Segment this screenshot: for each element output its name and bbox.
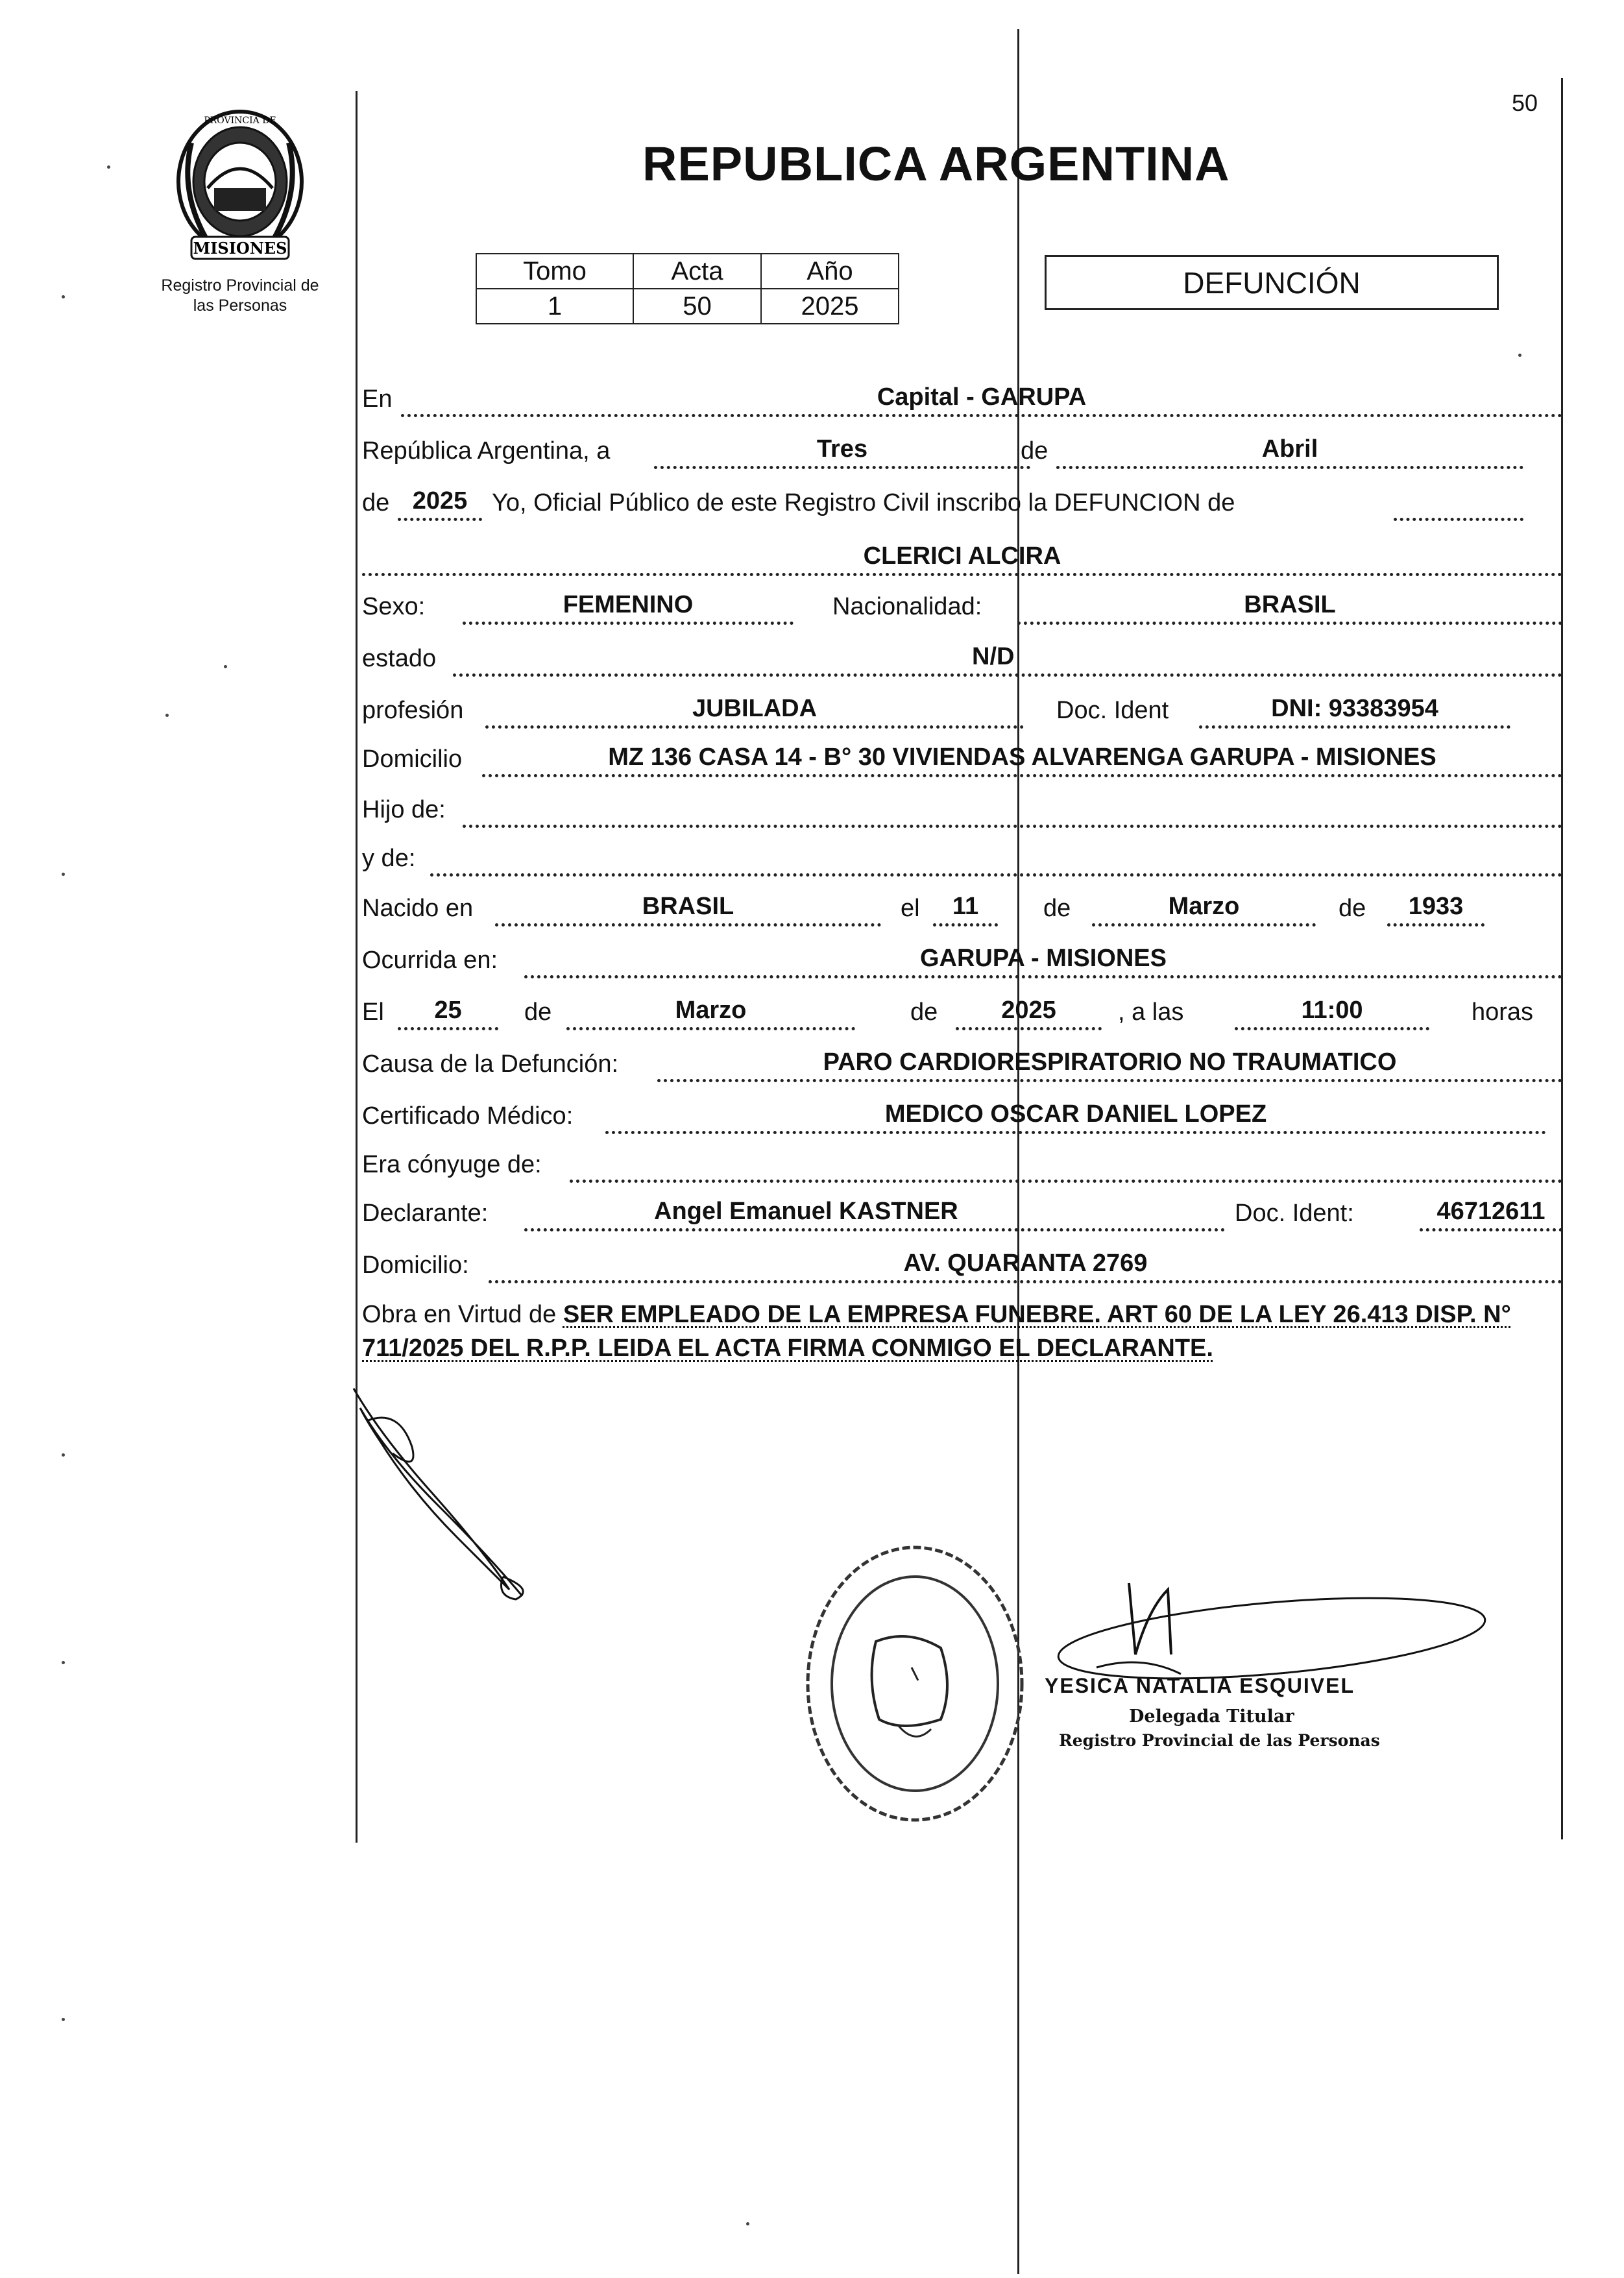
reference-table bbox=[476, 253, 899, 324]
cause-label: Causa de la Defunción: bbox=[362, 1050, 619, 1078]
reference-value-cell: 50 bbox=[633, 289, 761, 324]
scan-speck bbox=[746, 2222, 749, 2225]
declarant-doc-label: Doc. Ident: bbox=[1235, 1200, 1354, 1227]
row-deceased bbox=[362, 539, 1562, 577]
scan-speck bbox=[62, 295, 65, 298]
record-type-box bbox=[1045, 255, 1499, 310]
declarant-address-label: Domicilio: bbox=[362, 1252, 469, 1279]
profession-field: JUBILADA bbox=[485, 695, 1024, 729]
address-label: Domicilio bbox=[362, 745, 463, 773]
reference-header-cell: Año bbox=[761, 254, 899, 289]
reference-value-cell: 2025 bbox=[761, 289, 899, 324]
status-field: N/D bbox=[453, 643, 1562, 677]
registry-label-line1: Registro Provincial de bbox=[161, 276, 319, 295]
cause-field: PARO CARDIORESPIRATORIO NO TRAUMATICO bbox=[657, 1048, 1562, 1082]
year-field: 2025 bbox=[398, 487, 482, 521]
de-label: de bbox=[1021, 437, 1048, 465]
scan-speck bbox=[62, 1661, 65, 1664]
death-day-field: 25 bbox=[398, 997, 498, 1030]
row-death-date bbox=[362, 993, 1562, 1032]
reference-header-cell: Acta bbox=[633, 254, 761, 289]
nationality-label: Nacionalidad: bbox=[832, 593, 982, 620]
place-field: Capital - GARUPA bbox=[401, 383, 1562, 417]
statement-text: Yo, Oficial Público de este Registro Civil inscribo la DEFUNCION de bbox=[492, 489, 1235, 516]
signer-role: Delegada Titular bbox=[1129, 1706, 1294, 1727]
birth-day-field: 11 bbox=[933, 893, 998, 927]
certificate-label: Certificado Médico: bbox=[362, 1102, 574, 1130]
born-label: Nacido en bbox=[362, 895, 474, 922]
row-status bbox=[362, 639, 1562, 678]
reference-value-row bbox=[476, 289, 899, 324]
day-field: Tres bbox=[654, 435, 1030, 469]
reference-header-cell: Tomo bbox=[476, 254, 633, 289]
row-profession bbox=[362, 691, 1562, 730]
child-of-label: Hijo de: bbox=[362, 796, 446, 823]
spouse-label: Era cónyuge de: bbox=[362, 1151, 542, 1178]
birth-month-field: Marzo bbox=[1092, 893, 1316, 927]
born-field: BRASIL bbox=[495, 893, 881, 927]
page-number: 50 bbox=[1512, 90, 1538, 116]
occurred-label: Ocurrida en: bbox=[362, 947, 498, 974]
svg-text:PROVINCIA DE: PROVINCIA DE bbox=[204, 115, 276, 126]
deceased-name-field: CLERICI ALCIRA bbox=[362, 542, 1562, 576]
official-stamp-icon bbox=[792, 1531, 1038, 1836]
profession-label: profesión bbox=[362, 697, 464, 724]
row-child-of bbox=[362, 790, 1562, 829]
death-time-field: 11:00 bbox=[1235, 997, 1429, 1030]
provincial-emblem-icon bbox=[165, 104, 315, 269]
declarant-signature-icon bbox=[341, 1382, 535, 1603]
doc-field: DNI: 93383954 bbox=[1199, 695, 1510, 729]
el-label: el bbox=[901, 895, 920, 922]
basis-label: Obra en Virtud de bbox=[362, 1301, 557, 1328]
and-of-label: y de: bbox=[362, 845, 416, 872]
signer-organization: Registro Provincial de las Personas bbox=[1059, 1731, 1380, 1750]
legal-basis-paragraph bbox=[362, 1298, 1562, 1365]
signer-name: YESICA NATALIA ESQUIVEL bbox=[1045, 1674, 1355, 1697]
row-declarant-address bbox=[362, 1246, 1562, 1285]
row-sex bbox=[362, 587, 1562, 626]
row-spouse bbox=[362, 1145, 1562, 1184]
at-label: , a las bbox=[1118, 999, 1184, 1026]
scan-speck bbox=[224, 665, 227, 668]
row-cause bbox=[362, 1045, 1562, 1084]
death-month-field: Marzo bbox=[566, 997, 855, 1030]
row-occurred bbox=[362, 941, 1562, 980]
doc-label: Doc. Ident bbox=[1056, 697, 1169, 724]
scan-speck bbox=[62, 873, 65, 876]
row-statement bbox=[362, 483, 1562, 522]
declarant-doc-field: 46712611 bbox=[1420, 1198, 1562, 1231]
scan-speck bbox=[62, 1453, 65, 1457]
and-of-field bbox=[430, 843, 1562, 877]
svg-text:MISIONES: MISIONES bbox=[193, 239, 287, 258]
registry-label-line2: las Personas bbox=[193, 297, 287, 315]
birth-de2-label: de bbox=[1339, 895, 1366, 922]
row-and-of bbox=[362, 839, 1562, 878]
registry-label bbox=[133, 276, 347, 316]
place-label: En bbox=[362, 385, 393, 413]
row-date bbox=[362, 431, 1562, 470]
row-declarant bbox=[362, 1194, 1562, 1233]
death-year-field: 2025 bbox=[956, 997, 1102, 1030]
sex-label: Sexo: bbox=[362, 593, 426, 620]
birth-de-label: de bbox=[1043, 895, 1071, 922]
scan-speck bbox=[1518, 354, 1521, 357]
declarant-label: Declarante: bbox=[362, 1200, 489, 1227]
year-prefix-label: de bbox=[362, 489, 390, 516]
month-field: Abril bbox=[1056, 435, 1523, 469]
nationality-field: BRASIL bbox=[1017, 591, 1562, 625]
basis-text: SER EMPLEADO DE LA EMPRESA FUNEBRE. ART 60 DE LA LEY 26.413 DISP. N° 711/2025 DEL R.P.P. LEIDA EL ACTA FIRMA CONMIGO EL DECLARANTE. bbox=[362, 1301, 1511, 1362]
statement-blank bbox=[1394, 487, 1523, 521]
child-of-field bbox=[463, 794, 1562, 828]
row-address bbox=[362, 740, 1562, 779]
status-label: estado bbox=[362, 645, 437, 672]
republic-label: República Argentina, a bbox=[362, 437, 611, 465]
record-type-label: DEFUNCIÓN bbox=[1183, 265, 1361, 300]
death-el-label: El bbox=[362, 999, 384, 1026]
birth-year-field: 1933 bbox=[1387, 893, 1485, 927]
declarant-address-field: AV. QUARANTA 2769 bbox=[489, 1250, 1562, 1283]
occurred-field: GARUPA - MISIONES bbox=[524, 945, 1562, 978]
page-title: REPUBLICA ARGENTINA bbox=[642, 137, 1230, 191]
hours-label: horas bbox=[1472, 999, 1534, 1026]
scan-speck bbox=[62, 2018, 65, 2021]
certificate-field: MEDICO OSCAR DANIEL LOPEZ bbox=[605, 1100, 1546, 1134]
scan-speck bbox=[107, 165, 110, 169]
declarant-field: Angel Emanuel KASTNER bbox=[524, 1198, 1225, 1231]
reference-header-row bbox=[476, 254, 899, 289]
sex-field: FEMENINO bbox=[463, 591, 794, 625]
death-de-label: de bbox=[524, 999, 552, 1026]
death-de2-label: de bbox=[910, 999, 938, 1026]
row-certificate bbox=[362, 1097, 1562, 1135]
row-place bbox=[362, 380, 1562, 418]
address-field: MZ 136 CASA 14 - B° 30 VIVIENDAS ALVARENGA GARUPA - MISIONES bbox=[482, 744, 1562, 777]
reference-value-cell: 1 bbox=[476, 289, 633, 324]
scan-speck bbox=[165, 714, 169, 717]
row-birth bbox=[362, 889, 1562, 928]
spouse-field bbox=[570, 1149, 1562, 1183]
